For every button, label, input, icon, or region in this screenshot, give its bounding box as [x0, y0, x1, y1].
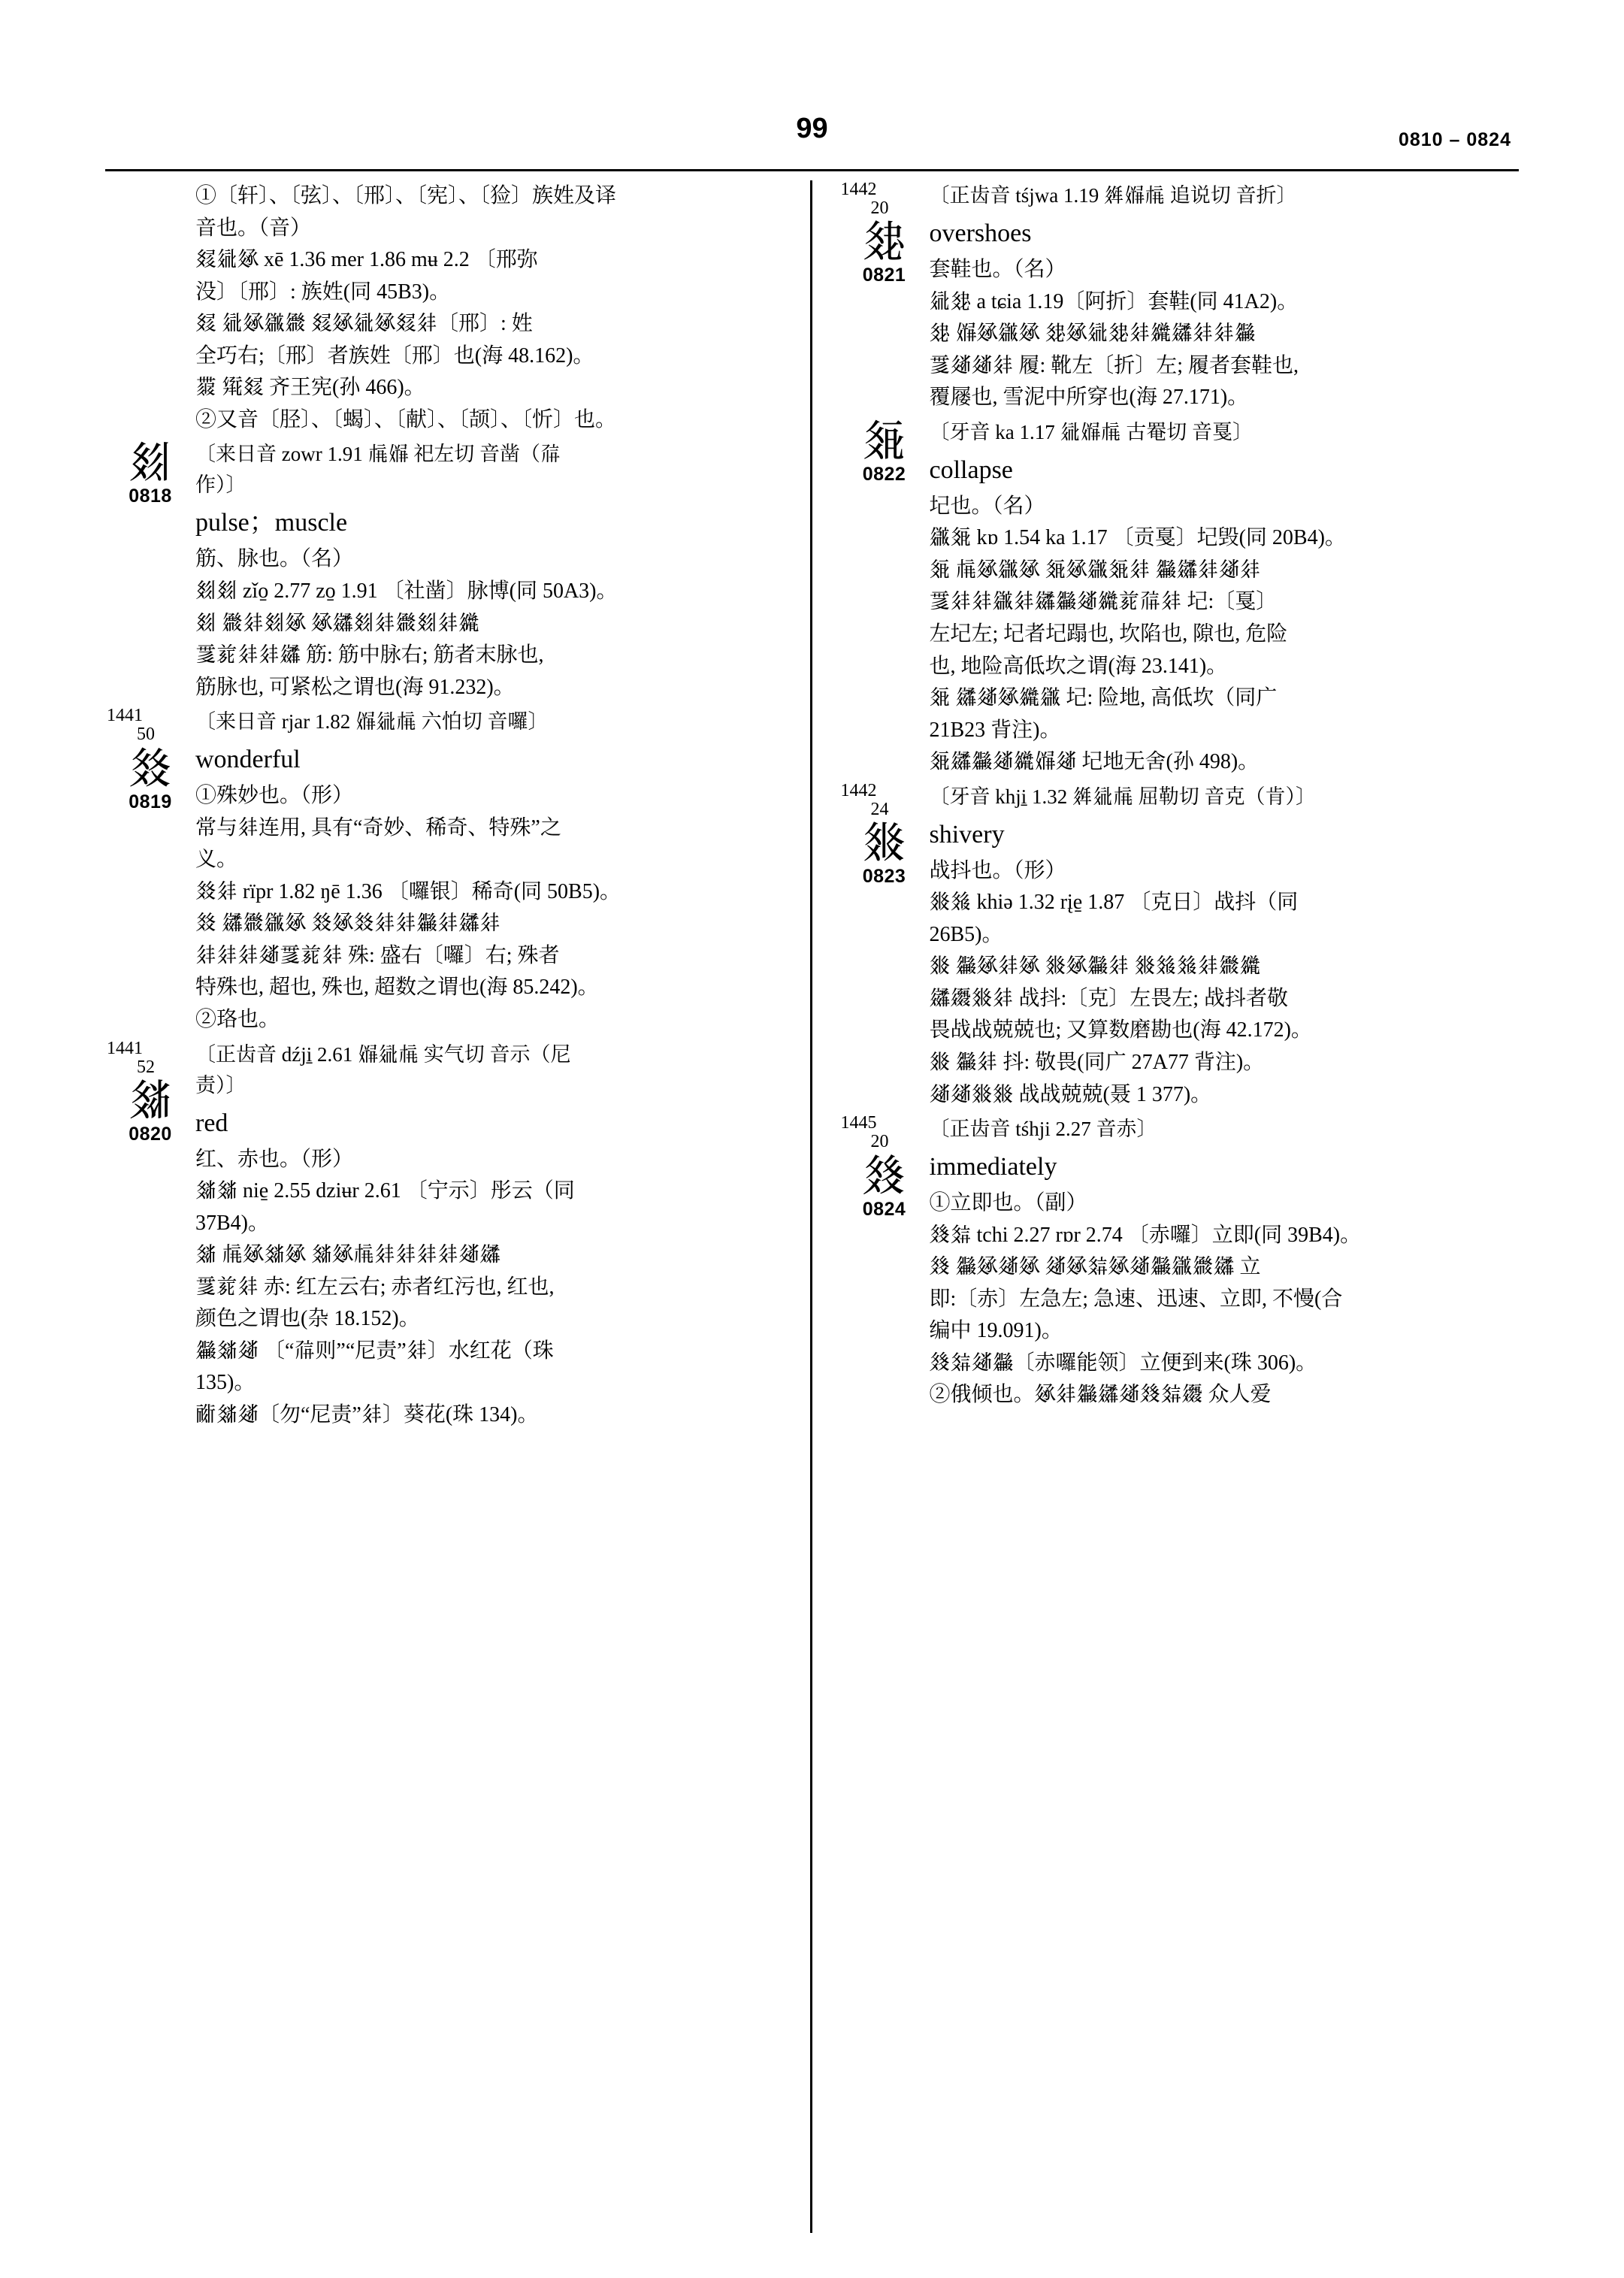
entry-line: 𗴱𗢳𗢳𗫡𗢳𗫮𗫬𗫾𗫨𗐱𗗚𗢳 圮:〔戛〕 — [929, 590, 1278, 614]
dictionary-entry-0818 — [105, 439, 788, 703]
header-rule — [105, 169, 1519, 171]
entry-id: 0820 — [129, 1123, 172, 1145]
fanqie-line: 〔正齿音 dźji̱ 2.61 𗏵𗣼𗍫 实气切 音示（尼 — [195, 1042, 571, 1066]
fanqie-line: 〔牙音 khji̱ 1.32 𗤶𗣼𗍫 屈勒切 音克（肯）〕 — [929, 785, 1317, 808]
entry-id: 0823 — [862, 866, 906, 888]
english-gloss: wonderful — [195, 746, 301, 774]
entry-body — [930, 417, 1520, 779]
corpus-number: 1441 — [107, 1038, 143, 1058]
page-columns — [105, 180, 1519, 2233]
entry-id: 0822 — [862, 463, 906, 485]
entry-line: 左圮左; 圮者圮蹋也, 坎陷也, 隙也, 危险 — [929, 622, 1288, 646]
entry-line: 筋脉也, 可紧松之谓也(海 91.232)。 — [195, 675, 515, 699]
dictionary-entry-0822 — [839, 414, 1520, 779]
right-column — [812, 180, 1520, 2233]
entry-line: 𗾙 𗍫𗫻𗾙𗫻 𗾙𗫻𗍫𗢳𗢳𗢳𗢳𗫾𗫮 — [195, 1243, 501, 1267]
entry-line: 𗾡𗾢𗫾𗫬〔赤囉能领〕立便到来(珠 306)。 — [929, 1351, 1317, 1375]
tangut-headword: 𗾛 — [862, 216, 906, 268]
fanqie-line: 〔正齿音 tśhji 2.27 音赤〕 — [929, 1118, 1157, 1141]
entry-body — [195, 706, 788, 1036]
entry-line: 𗫡𗾝 kɒ 1.54 ka 1.17 〔贡戛〕圮毁(同 20B4)。 — [929, 526, 1346, 550]
entry-body — [930, 1114, 1520, 1411]
entry-gutter — [839, 180, 930, 414]
dictionary-entry-0820 — [105, 1039, 788, 1432]
entry-gutter — [105, 706, 195, 1036]
entry-line: 𗣼𗾛 a tɕia 1.19〔阿折〕套鞋(同 41A2)。 — [929, 289, 1299, 313]
entry-body — [195, 1039, 788, 1432]
entry-line: 26B5)。 — [929, 922, 1003, 946]
entry-line: 21B23 背注)。 — [929, 718, 1061, 742]
entry-line: 𗾟𗾠 khiə 1.32 rįe̱ 1.87 〔克日〕战抖（同 — [929, 891, 1299, 915]
entry-line: 𗠁𗾙𗫾〔勿“尼责”𗢳〕葵花(珠 134)。 — [195, 1403, 539, 1427]
entry-line: 𗢳𗢳𗢳𗫾𗴱𗐱𗢳 殊: 盛右〔囉〕右; 殊者 — [195, 943, 560, 967]
entry-id: 0824 — [862, 1198, 906, 1220]
entry-line: 没〕〔邢〕: 族姓(同 45B3)。 — [195, 280, 451, 304]
corpus-subnumber: 20 — [870, 1132, 889, 1152]
corpus-subnumber: 50 — [137, 725, 155, 745]
entry-line: 即:〔赤〕左急左; 急速、迅速、立即, 不慢(合 — [929, 1287, 1343, 1311]
continued-entry — [105, 180, 788, 436]
entry-line: 特殊也, 超也, 殊也, 超数之谓也(海 85.242)。 — [195, 976, 599, 1000]
entry-line: 𗾝𗫮𗫬𗫾𗫨𗏵𗫾 圮地无舍(孙 498)。 — [929, 750, 1260, 774]
entry-line: 𗾛 𗏵𗫻𗫡𗫻 𗾛𗫻𗣼𗾛𗢳𗫨𗫮𗢳𗢳𗫬 — [929, 322, 1256, 346]
english-gloss: overshoes — [929, 219, 1032, 248]
entry-line: 𗫬𗾙𗫾 〔“𗗚则”“尼责”𗢳〕水红花（珠 — [195, 1339, 554, 1363]
entry-gutter — [105, 439, 195, 703]
corpus-number: 1445 — [840, 1113, 877, 1133]
entry-line: ②又音〔胫〕、〔蝎〕、〔献〕、〔颉〕、〔忻〕也。 — [195, 407, 617, 431]
english-gloss: red — [195, 1109, 228, 1137]
corpus-number: 1441 — [107, 706, 143, 726]
entry-line: 也, 地险高低坎之谓(海 23.141)。 — [929, 654, 1228, 678]
fanqie-line: 〔牙音 ka 1.17 𗣼𗏵𗍫 古罨切 音戛〕 — [929, 420, 1253, 443]
page-number: 99 — [796, 113, 828, 144]
fanqie-line-2: 作）〕 — [195, 473, 246, 497]
definition-line: 圮也。（名） — [929, 494, 1045, 518]
entry-line: 𗾕𗢳 rïpr 1.82 ŋē 1.36 〔囉银〕稀奇(同 50B5)。 — [195, 879, 621, 903]
entry-line: 𗾧 𗣼𗫻𗫡𗫦 𗾧𗫻𗣼𗫻𗾧𗢳〔邢〕: 姓 — [195, 312, 533, 336]
entry-line: 135)。 — [195, 1371, 256, 1395]
dictionary-entry-0823 — [839, 782, 1520, 1111]
dictionary-entry-0819 — [105, 706, 788, 1036]
entry-line: 编中 19.091)。 — [929, 1319, 1063, 1343]
entry-line: 𗴱𗫾𗫾𗢳 履: 靴左〔折〕左; 履者套鞋也, — [929, 353, 1299, 377]
english-gloss: shivery — [929, 820, 1005, 849]
entry-line: 𗾙𗾙 nie̱ 2.55 dziʉr 2.61 〔宁示〕彤云（同 — [195, 1179, 575, 1203]
entry-id: 0819 — [129, 791, 172, 812]
entry-line: 𗾡𗾢 tchi 2.27 rɒr 2.74 〔赤囉〕立即(同 39B4)。 — [929, 1223, 1362, 1247]
definition-line: ①立即也。（副） — [929, 1191, 1087, 1215]
entry-line: 𗾝 𗫮𗫾𗫻𗫨𗫡 圮: 险地, 高低坎（同广 — [929, 686, 1278, 710]
entry-gutter — [105, 180, 195, 436]
definition-line: ①殊妙也。（形） — [195, 784, 354, 808]
entry-line: ②珞也。 — [195, 1008, 280, 1032]
english-gloss: collapse — [929, 455, 1013, 484]
entry-line: 颜色之谓也(杂 18.152)。 — [195, 1307, 420, 1331]
entry-line: 义。 — [195, 848, 238, 872]
entry-line: 全巧右;〔邢〕者族姓〔邢〕也(海 48.162)。 — [195, 343, 594, 368]
fanqie-line: 〔来日音 rjar 1.82 𗏵𗣼𗍫 六怕切 音囉〕 — [195, 710, 549, 734]
entry-gutter — [839, 782, 930, 1111]
definition-line: 筋、脉也。（名） — [195, 547, 354, 571]
entry-body — [930, 782, 1520, 1111]
tangut-headword: 𗾔 — [128, 437, 172, 489]
definition-line: 战抖也。（形） — [929, 858, 1066, 882]
definition-line: 套鞋也。（名） — [929, 258, 1066, 282]
entry-gutter — [839, 1114, 930, 1411]
entry-gutter — [839, 414, 930, 779]
entry-line: ②俄倾也。𗫻𗢳𗫬𗫮𗫾𗾡𗾢𗫯 众人爱 — [929, 1383, 1272, 1407]
fanqie-line: 〔正齿音 tśjwa 1.19 𗤶𗏵𗍫 追说切 音折〕 — [929, 184, 1297, 207]
english-gloss: immediately — [929, 1153, 1057, 1181]
entry-line: 𗴱𗐱𗢳 赤: 红左云右; 赤者红污也, 红也, — [195, 1275, 555, 1299]
left-column — [105, 180, 812, 2233]
entry-line: 𗾡 𗫬𗫻𗫾𗫻 𗫾𗫻𗾢𗫻𗫾𗫬𗫡𗫦𗫮 立 — [929, 1255, 1261, 1279]
entry-line: 𗾧𗣼𗫻 xē 1.36 mer 1.86 mʉ 2.2 〔邢弥 — [195, 248, 538, 272]
corpus-subnumber: 24 — [870, 799, 889, 819]
corpus-subnumber: 20 — [870, 198, 889, 219]
entry-line: ①〔轩〕、〔弦〕、〔邢〕、〔宪〕、〔猃〕族姓及译 — [195, 184, 617, 207]
entry-body — [195, 180, 788, 436]
english-gloss: pulse；muscle — [195, 509, 348, 537]
entry-line: 𗫮𗫯𗾟𗢳 战抖:〔克〕左畏左; 战抖者敬 — [929, 986, 1289, 1010]
fanqie-line-2: 责）〕 — [195, 1073, 246, 1097]
entry-line: 𗾟 𗫬𗫻𗢳𗫻 𗾟𗫻𗫬𗢳 𗾟𗾠𗾠𗢳𗫦𗫨 — [929, 954, 1261, 979]
entry-body — [195, 439, 788, 703]
tangut-headword: 𗾡 — [862, 1149, 906, 1201]
entry-line: 音也。（音） — [195, 216, 312, 240]
entry-line: 𗾟 𗫬𗢳 抖: 敬畏(同广 27A77 背注)。 — [929, 1051, 1265, 1075]
definition-line: 红、赤也。（形） — [195, 1147, 354, 1171]
entry-line: 覆屦也, 雪泥中所穿也(海 27.171)。 — [929, 386, 1249, 410]
tangut-headword: 𗾙 — [128, 1074, 172, 1126]
tangut-headword: 𗾟 — [862, 817, 906, 869]
entry-id: 0818 — [129, 486, 172, 507]
dictionary-entry-0821 — [839, 180, 1520, 414]
corpus-number: 1442 — [840, 180, 877, 199]
entry-line: 𗾕 𗫮𗫦𗫡𗫻 𗾕𗫻𗾕𗢳𗢳𗫬𗢳𗫮𗢳 — [195, 912, 501, 936]
entry-line: 畏战战兢兢也; 又算数磨勘也(海 42.172)。 — [929, 1018, 1312, 1042]
entry-line: 𗫾𗫾𗾟𗾟 战战兢兢(聂 1 377)。 — [929, 1082, 1212, 1106]
entry-line: 𗴱𗐱𗢳𗢳𗫮 筋: 筋中脉右; 筋者末脉也, — [195, 643, 544, 667]
fanqie-line: 〔来日音 zowr 1.91 𗍫𗏵 祀左切 音凿（𗗚 — [195, 443, 561, 466]
entry-range-label: 0810 – 0824 — [1398, 129, 1511, 150]
tangut-headword: 𗾕 — [128, 742, 172, 794]
entry-gutter — [105, 1039, 195, 1432]
entry-line: 常与𗢳连用, 具有“奇妙、稀奇、特殊”之 — [195, 815, 561, 840]
corpus-number: 1442 — [840, 780, 877, 800]
corpus-subnumber: 52 — [137, 1057, 155, 1077]
tangut-headword: 𗾝 — [862, 414, 906, 466]
dictionary-entry-0824 — [839, 1114, 1520, 1411]
entry-body — [930, 180, 1520, 414]
entry-line: 𗾔𗾔 zǐo̱ 2.77 zo̱ 1.91 〔社凿〕脉博(同 50A3)。 — [195, 579, 618, 603]
entry-line: 𗾝 𗍫𗫻𗫡𗫻 𗾝𗫻𗫡𗾝𗢳 𗫬𗫮𗢳𗫾𗢳 — [929, 558, 1261, 582]
page-header — [113, 113, 1511, 158]
entry-line: 𗾔 𗫦𗢳𗾔𗫻 𗫻𗫮𗾔𗢳𗫦𗾔𗢳𗫨 — [195, 611, 480, 635]
entry-id: 0821 — [862, 265, 906, 286]
entry-line: 37B4)。 — [195, 1211, 270, 1235]
entry-line: 𗷅 𗋕𗾧 齐王宪(孙 466)。 — [195, 376, 425, 400]
